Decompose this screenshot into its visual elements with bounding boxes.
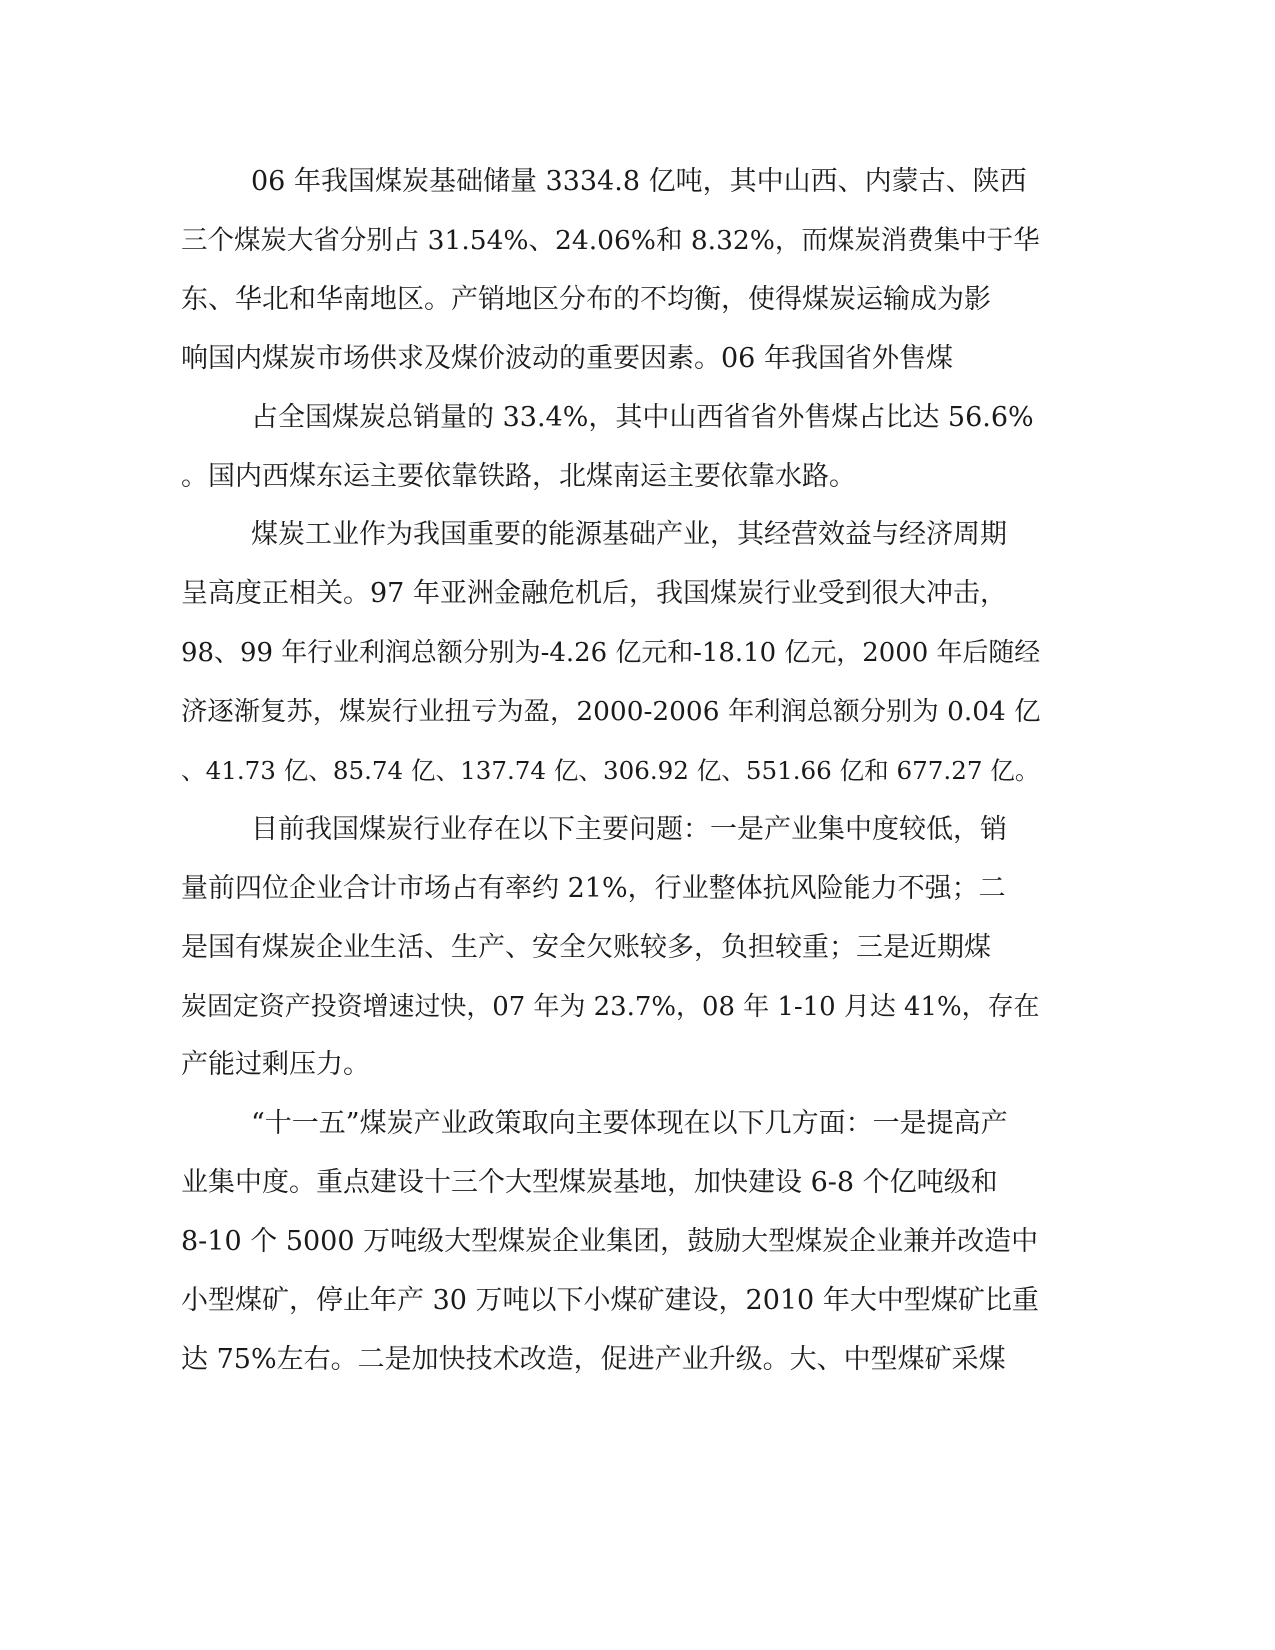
text-line: 煤炭工业作为我国重要的能源基础产业，其经营效益与经济周期 (251, 519, 1007, 550)
text-line: 、41.73 亿、85.74 亿、137.74 亿、306.92 亿、551.66 亿和 677.27 亿。 (181, 756, 1040, 785)
text-line: 98、99 年行业利润总额分别为-4.26 亿元和-18.10 亿元，2000 年后随经 (181, 638, 1041, 668)
text-line: “十一五”煤炭产业政策取向主要体现在以下几方面：一是提高产 (251, 1108, 1008, 1139)
text-line: 目前我国煤炭行业存在以下主要问题：一是产业集中度较低，销 (251, 814, 1007, 845)
text-line: 量前四位企业合计市场占有率约 21%，行业整体抗风险能力不强；二 (181, 873, 1006, 904)
text-line: 小型煤矿，停止年产 30 万吨以下小煤矿建设，2010 年大中型煤矿比重 (181, 1285, 1039, 1316)
text-line: 三个煤炭大省分别占 31.54%、24.06%和 8.32%，而煤炭消费集中于华 (181, 225, 1040, 256)
text-line: 06 年我国煤炭基础储量 3334.8 亿吨，其中山西、内蒙古、陕西 (251, 166, 1027, 197)
text-line: 达 75%左右。二是加快技术改造，促进产业升级。大、中型煤矿采煤 (181, 1344, 1006, 1375)
text-line: 响国内煤炭市场供求及煤价波动的重要因素。06 年我国省外售煤 (181, 343, 953, 374)
text-line: 产能过剩压力。 (181, 1049, 370, 1080)
text-line: 8-10 个 5000 万吨级大型煤炭企业集团，鼓励大型煤炭企业兼并改造中 (181, 1226, 1039, 1257)
text-line: 炭固定资产投资增速过快，07 年为 23.7%，08 年 1-10 月达 41%，存在 (181, 992, 1040, 1022)
text-line: 。国内西煤东运主要依靠铁路，北煤南运主要依靠水路。 (181, 461, 856, 492)
text-line: 占全国煤炭总销量的 33.4%，其中山西省省外售煤占比达 56.6% (251, 402, 1034, 433)
text-line: 呈高度正相关。97 年亚洲金融危机后，我国煤炭行业受到很大冲击， (181, 578, 1007, 609)
text-line: 是国有煤炭企业生活、生产、安全欠账较多，负担较重；三是近期煤 (181, 932, 991, 963)
text-line: 业集中度。重点建设十三个大型煤炭基地，加快建设 6-8 个亿吨级和 (181, 1167, 998, 1198)
text-line: 东、华北和华南地区。产销地区分布的不均衡，使得煤炭运输成为影 (181, 284, 991, 315)
text-line: 济逐渐复苏，煤炭行业扭亏为盈，2000-2006 年利润总额分别为 0.04 亿 (181, 697, 1041, 727)
